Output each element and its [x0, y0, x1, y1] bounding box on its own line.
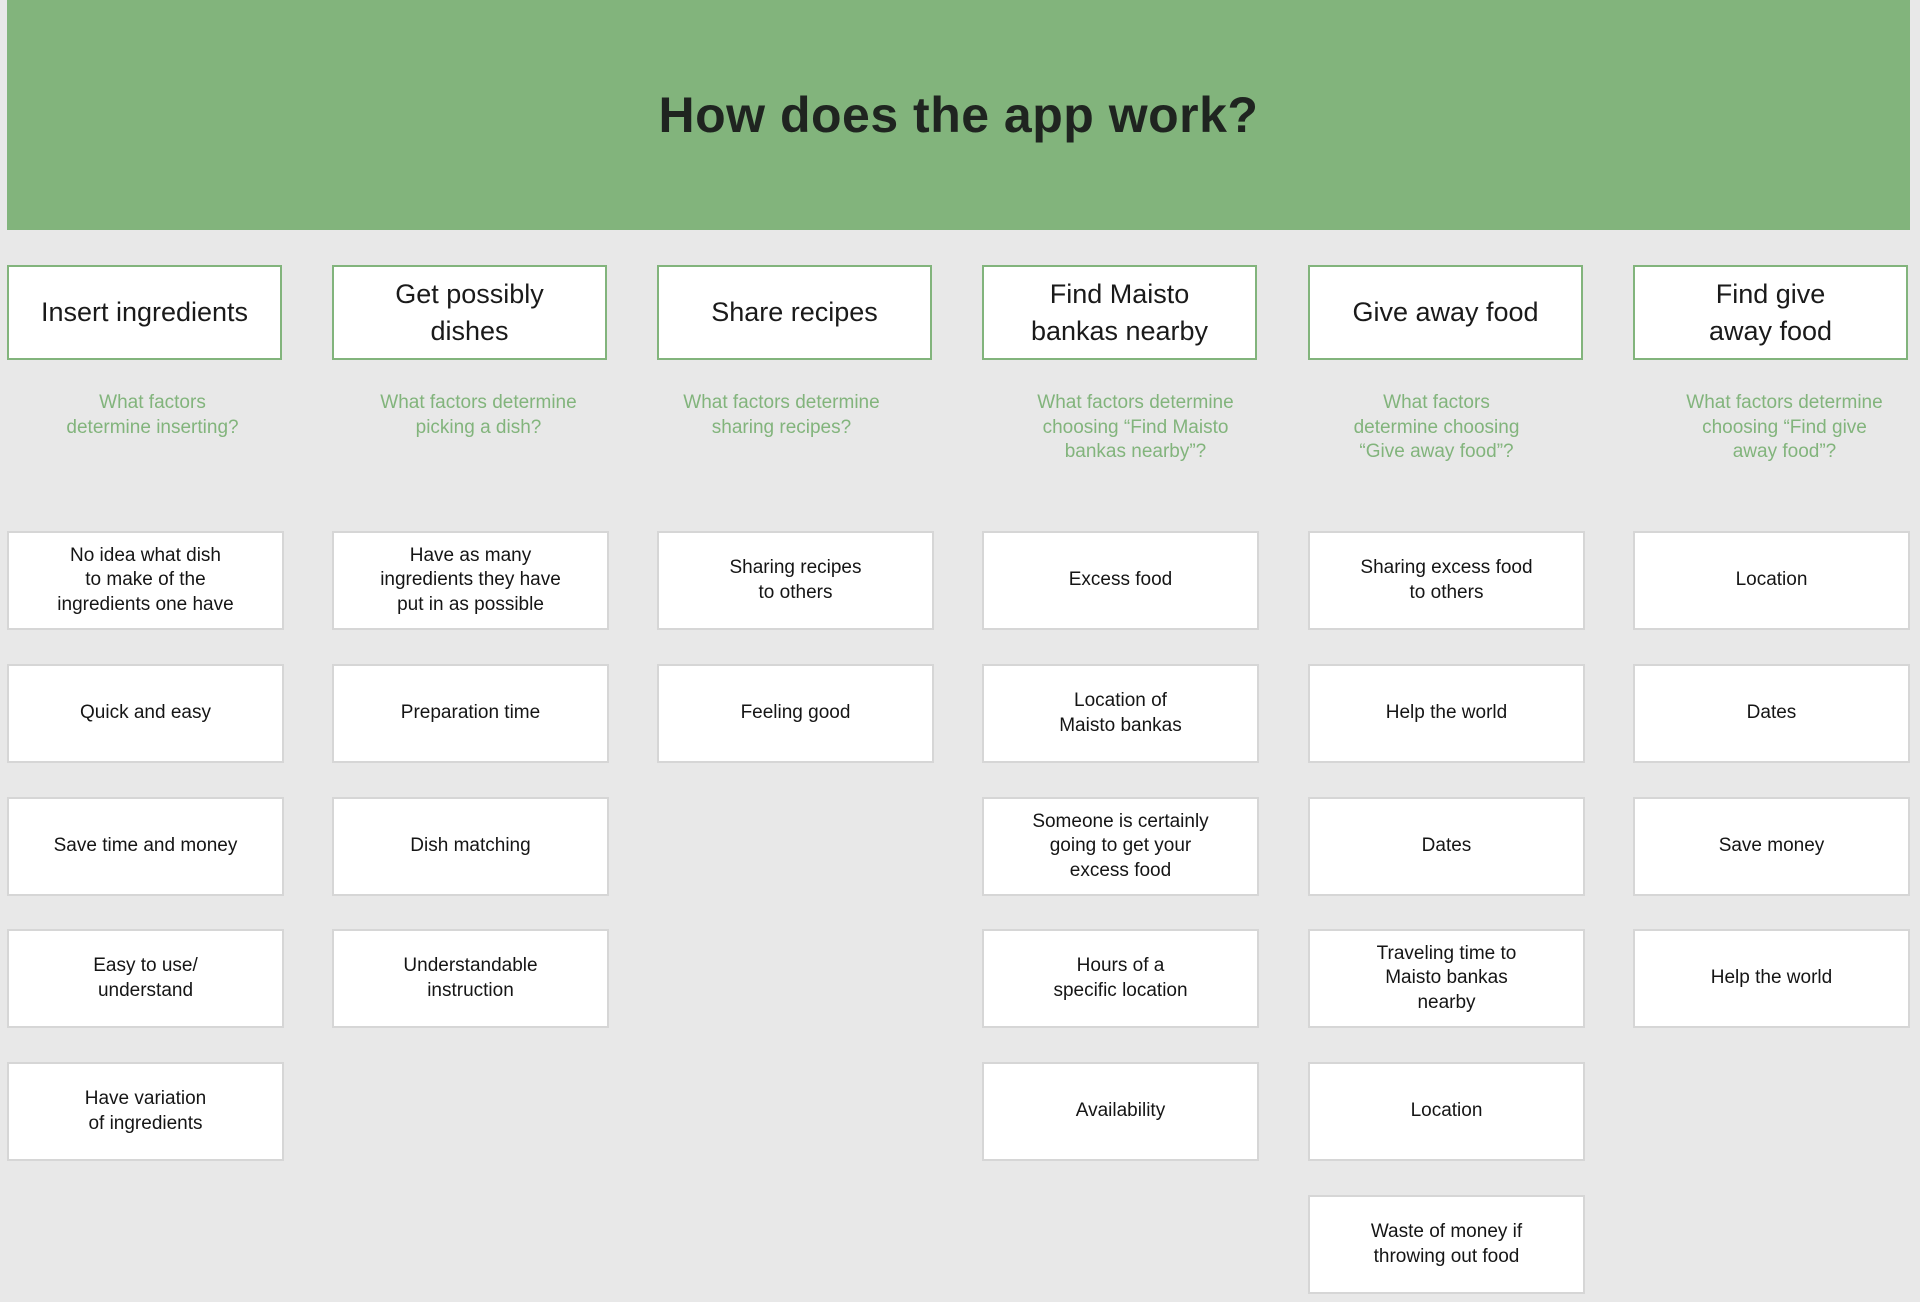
factor-card: Dates: [1633, 664, 1910, 763]
factor-card: Sharing excess food to others: [1308, 531, 1585, 630]
factor-card: Location of Maisto bankas: [982, 664, 1259, 763]
factor-card: Excess food: [982, 531, 1259, 630]
factor-card: Save money: [1633, 797, 1910, 896]
factor-card: Hours of a specific location: [982, 929, 1259, 1028]
column-question: What factors determine choosing “Give away food”?: [1353, 392, 1520, 462]
factor-card: Traveling time to Maisto bankas nearby: [1308, 929, 1585, 1028]
factor-card: No idea what dish to make of the ingredients one have: [7, 531, 284, 630]
factor-card: Dish matching: [332, 797, 609, 896]
factor-card: Quick and easy: [7, 664, 284, 763]
column-title: Insert ingredients: [7, 265, 282, 360]
header-banner: [7, 0, 1910, 230]
factor-card: Waste of money if throwing out food: [1308, 1195, 1585, 1294]
factor-card: Availability: [982, 1062, 1259, 1161]
column-title: Get possibly dishes: [332, 265, 607, 360]
column-title: Give away food: [1308, 265, 1583, 360]
factor-card: Preparation time: [332, 664, 609, 763]
factor-card: Sharing recipes to others: [657, 531, 934, 630]
factor-card: Location: [1308, 1062, 1585, 1161]
factor-card: Save time and money: [7, 797, 284, 896]
page-title: How does the app work?: [658, 87, 1259, 143]
factor-card: Have as many ingredients they have put in as possible: [332, 531, 609, 630]
column-title: Share recipes: [657, 265, 932, 360]
factor-card: Someone is certainly going to get your excess food: [982, 797, 1259, 896]
column-question: What factors determine inserting?: [66, 392, 239, 438]
factor-card: Help the world: [1633, 929, 1910, 1028]
factor-card: Understandable instruction: [332, 929, 609, 1028]
factor-card: Dates: [1308, 797, 1585, 896]
factor-card: Easy to use/ understand: [7, 929, 284, 1028]
factor-card: Location: [1633, 531, 1910, 630]
factor-card: Help the world: [1308, 664, 1585, 763]
column-title: Find give away food: [1633, 265, 1908, 360]
factor-card: Have variation of ingredients: [7, 1062, 284, 1161]
column-question: What factors determine picking a dish?: [380, 392, 577, 438]
factor-card: Feeling good: [657, 664, 934, 763]
column-question: What factors determine choosing “Find Maisto bankas nearby”?: [1037, 392, 1234, 462]
column-question: What factors determine choosing “Find give away food”?: [1686, 392, 1883, 462]
column-title: Find Maisto bankas nearby: [982, 265, 1257, 360]
column-question: What factors determine sharing recipes?: [683, 392, 880, 438]
